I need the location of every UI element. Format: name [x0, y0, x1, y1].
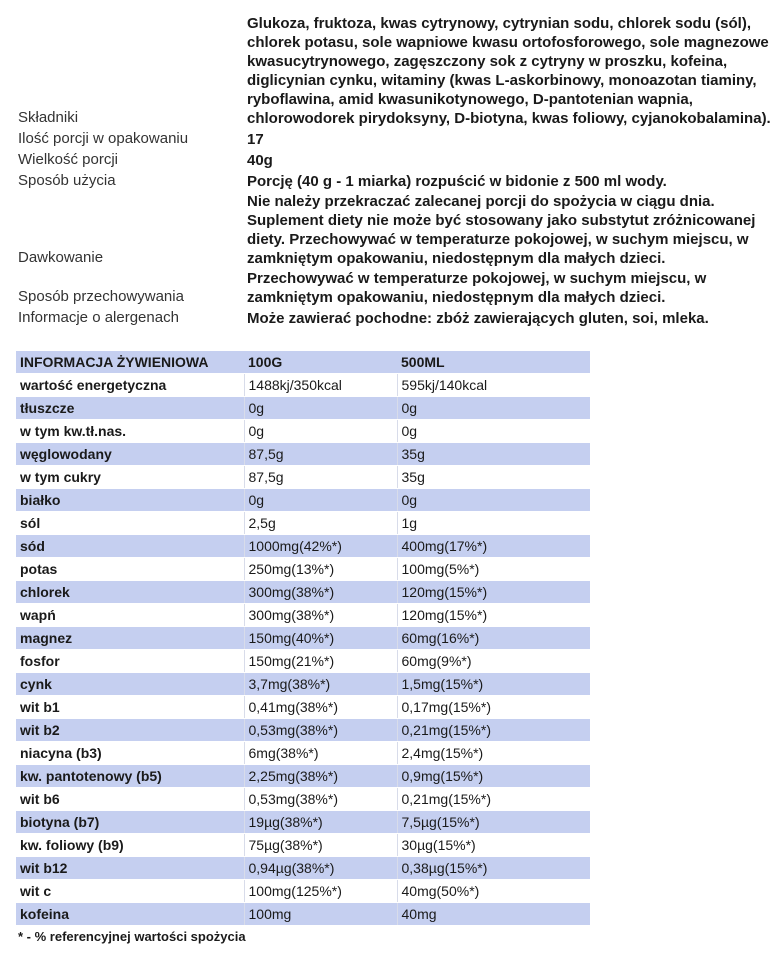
nutrition-row: [16, 811, 590, 834]
nutrition-row: [16, 604, 590, 627]
value-per-100g: 87,5g: [244, 443, 397, 466]
value-per-100g: 250mg(13%*): [244, 558, 397, 581]
info-row: [18, 14, 778, 129]
info-value: Przechowywać w temperaturze pokojowej, w suchym miejscu, w zamkniętym opakowaniu, niedostępnym dla małych dzieci.: [247, 270, 707, 306]
info-value: 40g: [247, 152, 273, 169]
value-per-100g: 0,41mg(38%*): [244, 696, 397, 719]
nutrition-row: [16, 581, 590, 604]
nutrition-row: [16, 765, 590, 788]
nutrient-name: białko: [16, 489, 244, 512]
value-per-500ml: 1,5mg(15%*): [397, 673, 590, 696]
header-nutrition-info: INFORMACJA ŻYWIENIOWA: [16, 351, 244, 374]
value-per-500ml: 0g: [397, 420, 590, 443]
info-label: Składniki: [18, 109, 79, 126]
value-per-500ml: 120mg(15%*): [397, 604, 590, 627]
nutrient-name: chlorek: [16, 581, 244, 604]
footnote: * - % referencyjnej wartości spożycia: [18, 929, 246, 944]
nutrition-row: [16, 903, 590, 926]
value-per-100g: 100mg(125%*): [244, 880, 397, 903]
value-per-500ml: 7,5µg(15%*): [397, 811, 590, 834]
value-per-100g: 1488kj/350kcal: [244, 374, 397, 397]
nutrition-row: [16, 857, 590, 880]
value-per-500ml: 35g: [397, 466, 590, 489]
nutrient-name: cynk: [16, 673, 244, 696]
info-value: Porcję (40 g - 1 miarka) rozpuścić w bidonie z 500 ml wody.: [247, 173, 667, 190]
nutrition-row: [16, 535, 590, 558]
value-per-500ml: 595kj/140kcal: [397, 374, 590, 397]
nutrition-row: [16, 788, 590, 811]
nutrient-name: fosfor: [16, 650, 244, 673]
value-per-100g: 0g: [244, 397, 397, 420]
nutrition-row: [16, 512, 590, 535]
value-per-500ml: 400mg(17%*): [397, 535, 590, 558]
nutrient-name: sód: [16, 535, 244, 558]
value-per-500ml: 35g: [397, 443, 590, 466]
nutrient-name: magnez: [16, 627, 244, 650]
nutrient-name: wit b2: [16, 719, 244, 742]
product-details: [18, 14, 778, 329]
value-per-500ml: 2,4mg(15%*): [397, 742, 590, 765]
info-row: [18, 171, 778, 192]
info-value: Może zawierać pochodne: zbóż zawierających gluten, soi, mleka.: [247, 310, 709, 327]
value-per-100g: 2,5g: [244, 512, 397, 535]
nutrition-table: [16, 351, 590, 926]
nutrient-name: wit c: [16, 880, 244, 903]
nutrient-name: w tym kw.tł.nas.: [16, 420, 244, 443]
nutrient-name: kw. foliowy (b9): [16, 834, 244, 857]
nutrition-row: [16, 558, 590, 581]
nutrition-row: [16, 696, 590, 719]
info-row: [18, 129, 778, 150]
value-per-500ml: 40mg(50%*): [397, 880, 590, 903]
nutrition-row: [16, 742, 590, 765]
value-per-500ml: 120mg(15%*): [397, 581, 590, 604]
value-per-100g: 3,7mg(38%*): [244, 673, 397, 696]
value-per-500ml: 1g: [397, 512, 590, 535]
nutrient-name: kofeina: [16, 903, 244, 926]
nutrient-name: wit b1: [16, 696, 244, 719]
value-per-100g: 1000mg(42%*): [244, 535, 397, 558]
value-per-500ml: 0,21mg(15%*): [397, 788, 590, 811]
nutrition-row: [16, 443, 590, 466]
value-per-100g: 2,25mg(38%*): [244, 765, 397, 788]
nutrition-row: [16, 420, 590, 443]
value-per-100g: 87,5g: [244, 466, 397, 489]
nutrient-name: potas: [16, 558, 244, 581]
nutrient-name: wartość energetyczna: [16, 374, 244, 397]
nutrient-name: węglowodany: [16, 443, 244, 466]
info-label: Dawkowanie: [18, 249, 104, 266]
nutrition-row: [16, 673, 590, 696]
value-per-100g: 150mg(40%*): [244, 627, 397, 650]
info-label: Informacje o alergenach: [18, 309, 179, 326]
value-per-500ml: 0,38µg(15%*): [397, 857, 590, 880]
value-per-100g: 75µg(38%*): [244, 834, 397, 857]
value-per-500ml: 60mg(9%*): [397, 650, 590, 673]
info-row: [18, 150, 778, 171]
value-per-500ml: 0,9mg(15%*): [397, 765, 590, 788]
value-per-500ml: 100mg(5%*): [397, 558, 590, 581]
nutrition-header-row: [16, 351, 590, 374]
value-per-100g: 300mg(38%*): [244, 604, 397, 627]
info-label: Ilość porcji w opakowaniu: [18, 130, 189, 147]
value-per-500ml: 0,21mg(15%*): [397, 719, 590, 742]
value-per-100g: 0,53mg(38%*): [244, 719, 397, 742]
nutrition-row: [16, 374, 590, 397]
value-per-500ml: 30µg(15%*): [397, 834, 590, 857]
value-per-100g: 0g: [244, 420, 397, 443]
value-per-500ml: 0g: [397, 489, 590, 512]
nutrient-name: w tym cukry: [16, 466, 244, 489]
value-per-500ml: 60mg(16%*): [397, 627, 590, 650]
nutrient-name: niacyna (b3): [16, 742, 244, 765]
nutrition-row: [16, 650, 590, 673]
nutrient-name: biotyna (b7): [16, 811, 244, 834]
header-per-500ml: 500ML: [397, 351, 590, 374]
info-label: Wielkość porcji: [18, 151, 119, 168]
info-value: Nie należy przekraczać zalecanej porcji do spożycia w ciągu dnia. Suplement diety nie może być stosowany jako substytut zróżnicowanej diety. Przechowywać w temperaturze pokojowej, w suchym miejscu, w zamkniętym opakowaniu, niedostępnym dla małych dzieci.: [247, 193, 756, 267]
value-per-100g: 19µg(38%*): [244, 811, 397, 834]
value-per-100g: 100mg: [244, 903, 397, 926]
nutrition-row: [16, 880, 590, 903]
nutrition-row: [16, 627, 590, 650]
nutrition-row: [16, 834, 590, 857]
nutrient-name: wit b6: [16, 788, 244, 811]
nutrient-name: sól: [16, 512, 244, 535]
value-per-100g: 300mg(38%*): [244, 581, 397, 604]
info-value: Glukoza, fruktoza, kwas cytrynowy, cytrynian sodu, chlorek sodu (sól), chlorek potasu, sole wapniowe kwasu ortofosforowego, sole magnezowe kwasucytrynowego, zagęszczony sok z cytryny w proszku, kofeina, diglicynian cynku, witaminy (kwas L-askorbinowy, monoazotan tiaminy, ryboflawina, amid kwasunikotynowego, D-pantotenian wapnia, chlorowodorek pirydoksyny, D-biotyna, kwas foliowy, cyjanokobalamina).: [247, 15, 771, 127]
value-per-100g: 0,53mg(38%*): [244, 788, 397, 811]
value-per-100g: 0,94µg(38%*): [244, 857, 397, 880]
nutrition-row: [16, 719, 590, 742]
header-per-100g: 100G: [244, 351, 397, 374]
value-per-500ml: 0g: [397, 397, 590, 420]
nutrient-name: wit b12: [16, 857, 244, 880]
nutrition-row: [16, 489, 590, 512]
info-row: [18, 308, 778, 329]
nutrition-row: [16, 397, 590, 420]
value-per-100g: 0g: [244, 489, 397, 512]
info-value: 17: [247, 131, 264, 148]
nutrient-name: wapń: [16, 604, 244, 627]
value-per-500ml: 0,17mg(15%*): [397, 696, 590, 719]
info-label: Sposób użycia: [18, 172, 116, 189]
value-per-500ml: 40mg: [397, 903, 590, 926]
nutrient-name: kw. pantotenowy (b5): [16, 765, 244, 788]
value-per-100g: 6mg(38%*): [244, 742, 397, 765]
info-label: Sposób przechowywania: [18, 288, 184, 305]
nutrient-name: tłuszcze: [16, 397, 244, 420]
value-per-100g: 150mg(21%*): [244, 650, 397, 673]
nutrition-row: [16, 466, 590, 489]
info-row: [18, 269, 778, 308]
info-row: [18, 192, 778, 269]
